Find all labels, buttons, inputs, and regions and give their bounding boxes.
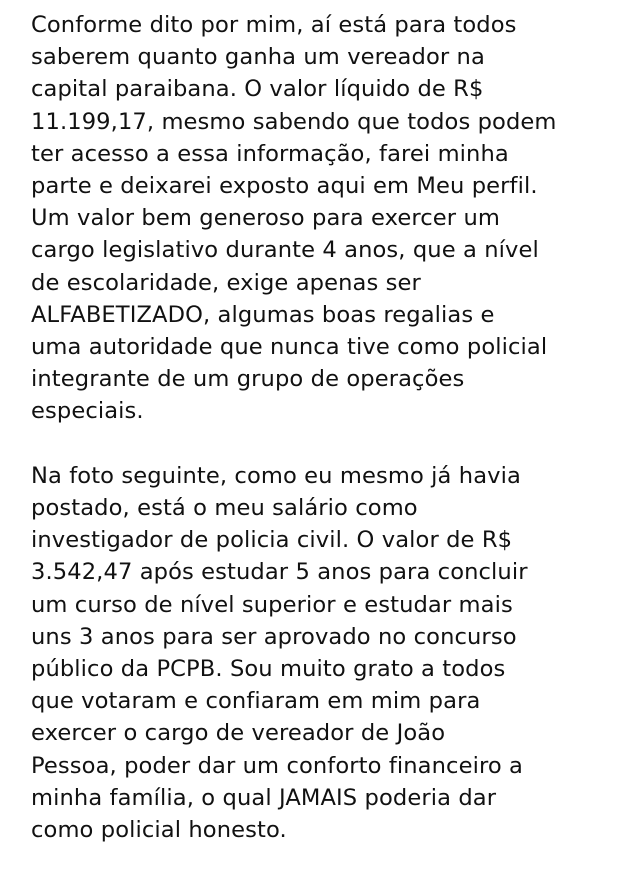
text-line: cargo legislativo durante 4 anos, que a nível (31, 237, 539, 264)
text-line: integrante de um grupo de operações (31, 366, 465, 393)
text-line: 3.542,47 após estudar 5 anos para concluir (31, 559, 528, 586)
text-line: uns 3 anos para ser aprovado no concurso (31, 623, 517, 650)
text-line: Conforme dito por mim, aí está para todos (31, 12, 517, 38)
text-line: de escolaridade, exige apenas ser (31, 269, 421, 296)
text-line: ter acesso a essa informação, farei minha (31, 140, 509, 167)
text-line: uma autoridade que nunca tive como policial (31, 334, 548, 361)
text-line: como policial honesto. (31, 817, 287, 844)
text-line: investigador de policia civil. O valor de R$ (31, 527, 513, 554)
text-line: parte e deixarei exposto aqui em Meu perfil. (31, 173, 538, 200)
text-line: minha família, o qual JAMAIS poderia dar (31, 784, 497, 811)
text-line: ALFABETIZADO, algumas boas regalias e (31, 301, 495, 328)
paragraph-police-salary (31, 460, 621, 846)
text-line: 11.199,17, mesmo sabendo que todos podem (31, 108, 557, 135)
text-line: Pessoa, poder dar um conforto financeiro a (31, 752, 523, 779)
text-line: público da PCPB. Sou muito grato a todos (31, 656, 506, 683)
text-line: exercer o cargo de vereador de João (31, 720, 446, 747)
text-line: saberem quanto ganha um vereador na (31, 44, 485, 71)
text-line: que votaram e confiaram em mim para (31, 688, 481, 715)
text-line: Um valor bem generoso para exercer um (31, 205, 501, 232)
text-line: postado, está o meu salário como (31, 495, 418, 522)
text-line: um curso de nível superior e estudar mais (31, 591, 513, 618)
paragraph-vereador-salary (31, 9, 621, 428)
text-line: Na foto seguinte, como eu mesmo já havia (31, 462, 521, 489)
text-line: especiais. (31, 398, 144, 425)
text-line: capital paraibana. O valor líquido de R$ (31, 76, 484, 103)
post-text (31, 9, 621, 846)
